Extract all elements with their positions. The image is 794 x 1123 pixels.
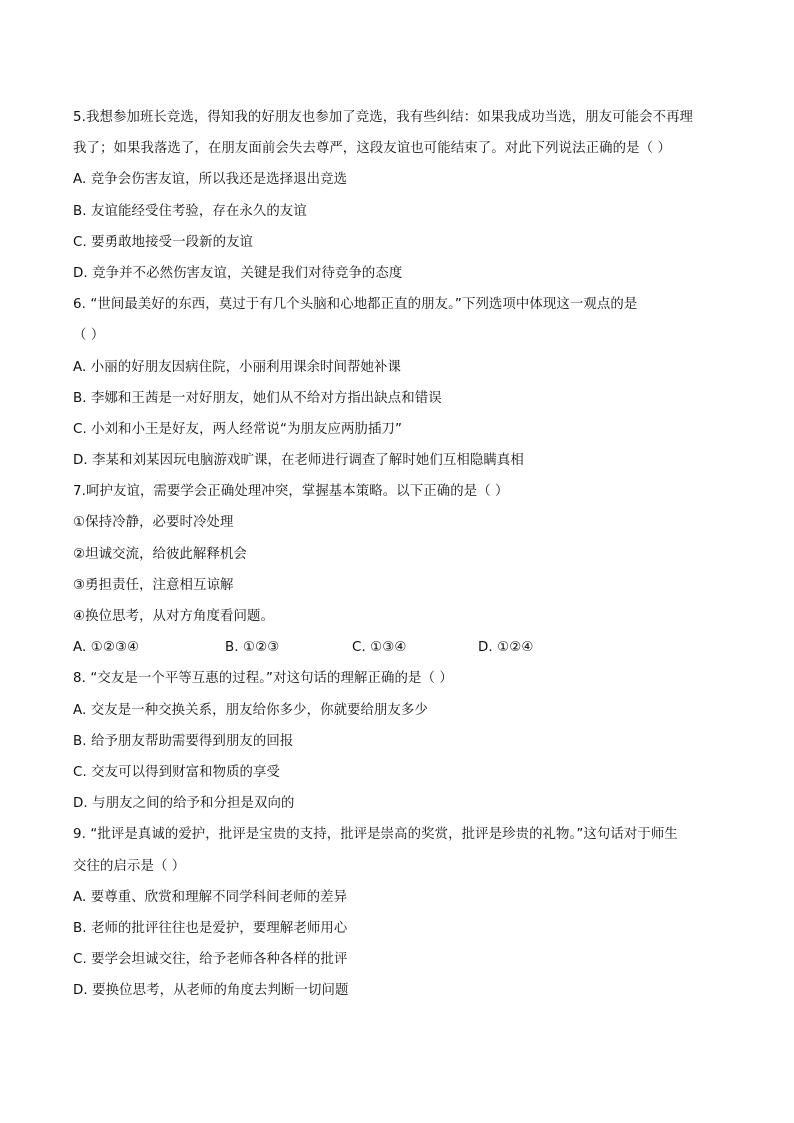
question-stem: 9. “批评是真诚的爱护，批评是宝贵的支持，批评是崇高的奖赏，批评是珍贵的礼物。”这句话对于师生	[73, 827, 678, 843]
question-7	[73, 476, 723, 663]
question-stem: 5.我想参加班长竞选，得知我的好朋友也参加了竞选，我有些纠结：如果我成功当选，朋友可能会不再理	[73, 110, 694, 125]
statement-3: ③勇担责任，注意相互谅解	[73, 577, 234, 593]
question-stem: （ ）	[73, 328, 105, 344]
option-c: C. 交友可以得到财富和物质的享受	[73, 764, 281, 780]
question-5	[73, 102, 723, 289]
option-c: C. ①③④	[352, 640, 407, 656]
option-a: A. 交友是一种交换关系，朋友给你多少，你就要给朋友多少	[73, 702, 429, 718]
option-a: A. ①②③④	[73, 640, 140, 656]
option-b: B. 友谊能经受住考验，存在永久的友谊	[73, 203, 307, 219]
question-stem: 6. “世间最美好的东西，莫过于有几个头脑和心地都正直的朋友。”下列选项中体现这一观点的是	[73, 297, 638, 313]
statement-2: ②坦诚交流，给彼此解释机会	[73, 546, 247, 562]
option-d: D. 李某和刘某因玩电脑游戏旷课，在老师进行调查了解时她们互相隐瞒真相	[73, 453, 524, 469]
inline-options	[73, 632, 723, 663]
question-stem: 8. “交友是一个平等互惠的过程。”对这句话的理解正确的是（ ）	[73, 671, 453, 687]
question-stem: 我了；如果我落选了，在朋友面前会失去尊严，这段友谊也可能结束了。对此下列说法正确的是（ ）	[73, 141, 671, 157]
option-b: B. 给予朋友帮助需要得到朋友的回报	[73, 733, 294, 749]
option-d: D. 与朋友之间的给予和分担是双向的	[73, 796, 295, 812]
question-stem: 7.呵护友谊，需要学会正确处理冲突，掌握基本策略。以下正确的是（ ）	[73, 484, 509, 500]
question-6	[73, 289, 723, 476]
option-d: D. 竞争并不必然伤害友谊，关键是我们对待竞争的态度	[73, 265, 403, 281]
option-b: B. 李娜和王茜是一对好朋友，她们从不给对方指出缺点和错误	[73, 390, 442, 406]
option-c: C. 小刘和小王是好友，两人经常说“为朋友应两肋插刀”	[73, 421, 403, 437]
option-d: D. ①②④	[478, 640, 534, 656]
statement-4: ④换位思考，从对方角度看问题。	[73, 609, 274, 624]
question-9	[73, 819, 723, 1006]
statement-1: ①保持冷静，必要时冷处理	[73, 515, 234, 531]
option-b: B. 老师的批评往往也是爱护，要理解老师用心	[73, 920, 348, 936]
option-c: C. 要勇敢地接受一段新的友谊	[73, 234, 254, 250]
option-a: A. 要尊重、欣赏和理解不同学科间老师的差异	[73, 889, 348, 905]
option-b: B. ①②③	[225, 640, 280, 656]
option-a: A. 小丽的好朋友因病住院，小丽利用课余时间帮她补课	[73, 359, 402, 375]
option-a: A. 竞争会伤害友谊，所以我还是选择退出竞选	[73, 172, 348, 188]
option-d: D. 要换位思考，从老师的角度去判断一切问题	[73, 983, 349, 999]
exam-page	[73, 102, 723, 1006]
option-c: C. 要学会坦诚交往，给予老师各种各样的批评	[73, 952, 348, 968]
question-stem: 交往的启示是（ ）	[73, 858, 186, 874]
question-8	[73, 663, 723, 819]
